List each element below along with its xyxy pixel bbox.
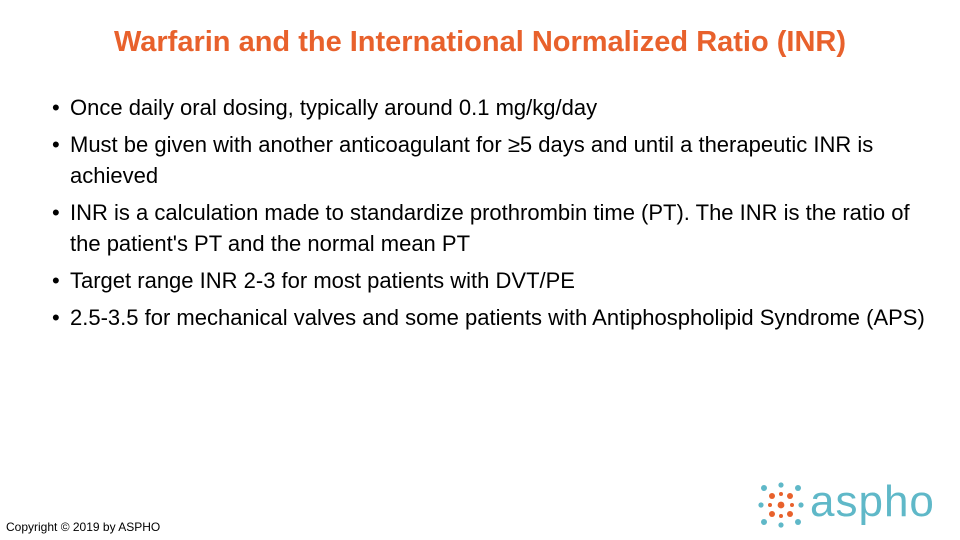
- aspho-logo-mark-icon: [758, 482, 804, 528]
- slide-title: Warfarin and the International Normalized Ratio (INR): [113, 26, 847, 58]
- bullet-item: [52, 302, 932, 333]
- bullet-dot-icon: •: [52, 95, 60, 120]
- bullet-dot-icon: •: [52, 268, 60, 293]
- bullet-dot-icon: •: [52, 132, 60, 157]
- bullet-text: Once daily oral dosing, typically around 0.1 mg/kg/day: [70, 95, 598, 120]
- bullet-text: 2.5-3.5 for mechanical valves and some patients with Antiphospholipid Syndrome (APS): [70, 305, 925, 330]
- bullet-item: [52, 265, 932, 296]
- copyright-text: Copyright © 2019 by ASPHO: [6, 520, 161, 534]
- bullet-item: [52, 92, 932, 123]
- bullet-item: [52, 197, 932, 259]
- bullet-item: [52, 129, 932, 191]
- bullet-list: [52, 92, 932, 339]
- bullet-dot-icon: •: [52, 305, 60, 330]
- bullet-dot-icon: •: [52, 200, 60, 225]
- aspho-logo: [758, 477, 938, 528]
- bullet-text: INR is a calculation made to standardize prothrombin time (PT). The INR is the ratio of the patient's PT and the normal mean PT: [70, 200, 910, 256]
- bullet-text: Target range INR 2-3 for most patients with DVT/PE: [70, 268, 575, 293]
- bullet-text: Must be given with another anticoagulant for ≥5 days and until a therapeutic INR is achieved: [70, 132, 874, 188]
- aspho-logo-text: aspho: [810, 477, 935, 526]
